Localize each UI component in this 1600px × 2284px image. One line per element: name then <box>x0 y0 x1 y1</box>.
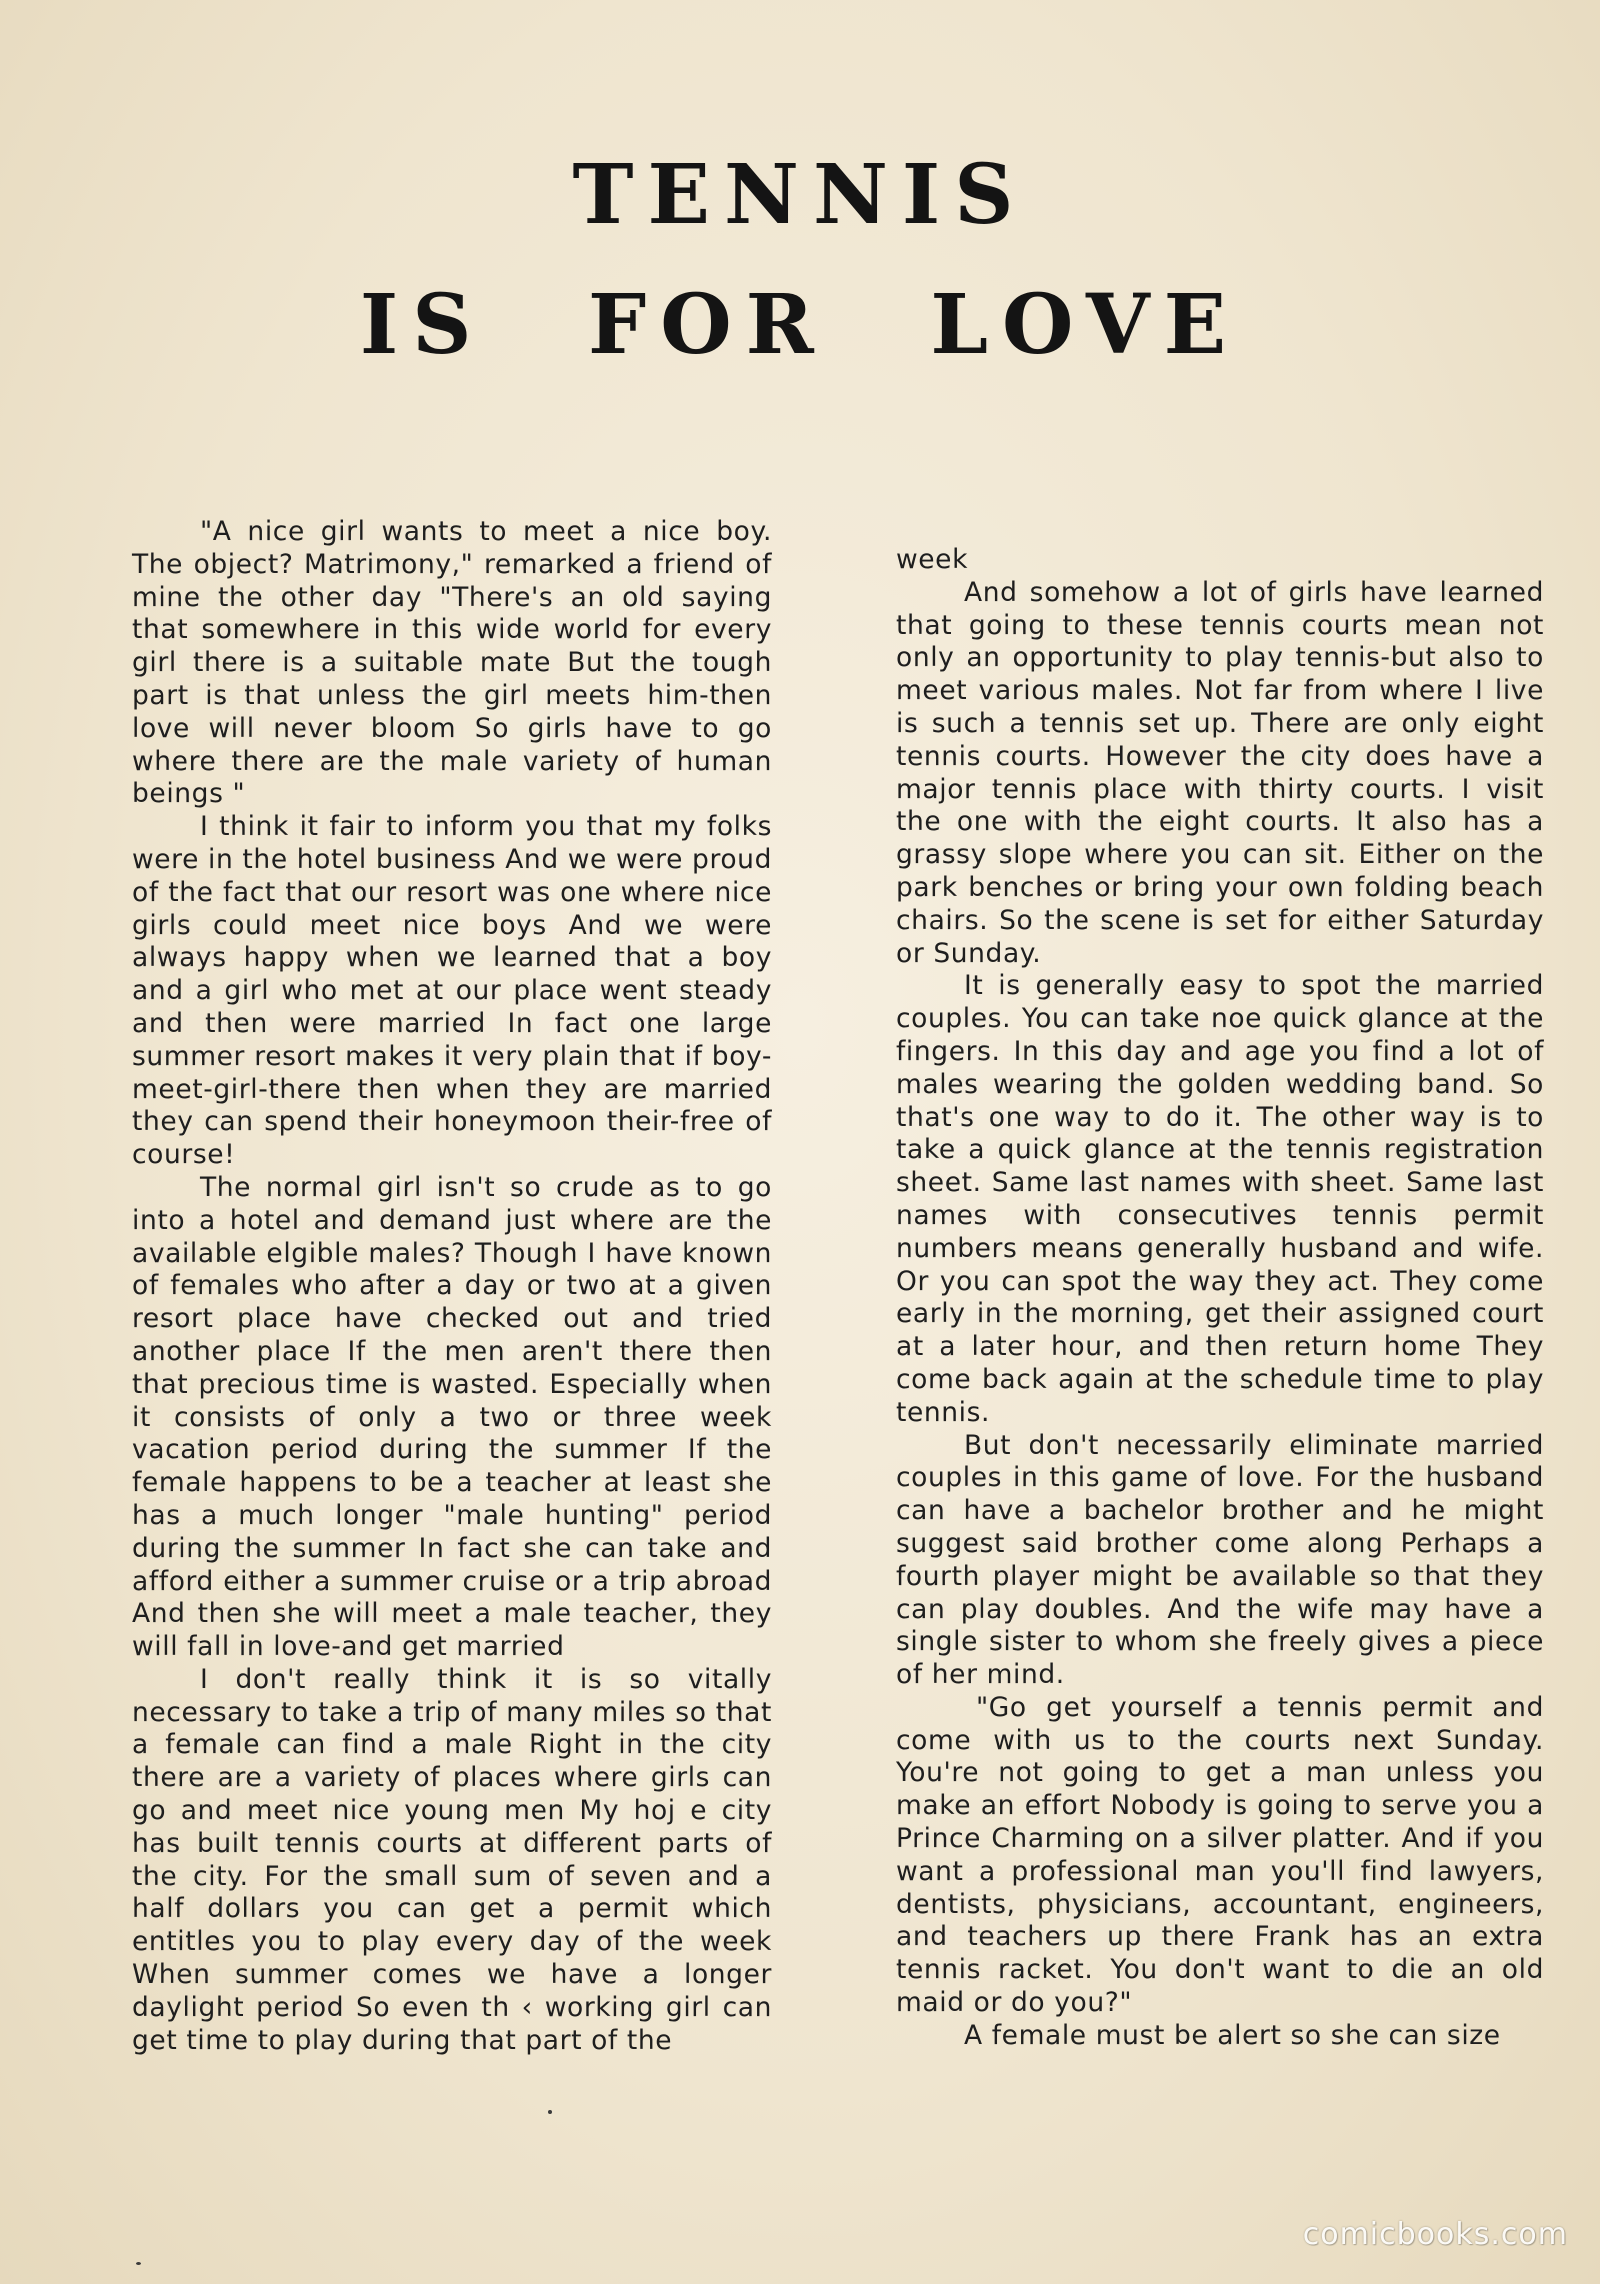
title-line-tennis: TENNIS <box>572 147 1028 243</box>
watermark: comicbooks.com <box>1302 2217 1568 2252</box>
article-column-left <box>132 516 772 2057</box>
article-column-right <box>896 544 1544 2053</box>
article-paragraph: "A nice girl wants to meet a nice boy. The object? Matrimony," remarked a friend of mine the other day "There's an old saying that somewhere in this wide world for every girl there is a suitable mate But the tough part is that unless the girl meets him-then love will never bloom So girls have to go where there are the male variety of human beings " <box>132 516 772 810</box>
article-paragraph-quote: "Go get yourself a tennis permit and come with us to the courts next Sunday. You're not going to get a man unless you make an effort Nobody is going to serve you a Prince Charming on a silver platter. And if you want a professional man you'll find lawyers, dentists, physicians, accountant, engineers, and teachers up there Frank has an extra tennis racket. You don't want to die an old maid or do you?" <box>896 1691 1544 2019</box>
article-paragraph-continuation: week <box>896 544 969 575</box>
article-paragraph: The normal girl isn't so crude as to go into a hotel and demand just where are the available elgible males? Though I have known of females who after a day or two at a given resort place have checked out and tried another place If the men aren't there then that precious time is wasted. Especially when it consists of only a two or three week vacation period during the summer If the female happens to be a teacher at least she has a much longer "male hunting" period during the summer In fact she can take and afford either a summer cruise or a trip abroad And then she will meet a male teacher, they will fall in love-and get married <box>132 1171 772 1663</box>
article-paragraph: And somehow a lot of girls have learned that going to these tennis courts mean not only an opportunity to play tennis-but also to meet various males. Not far from where I live is such a tennis set up. There are only eight tennis courts. However the city does have a major tennis place with thirty courts. I visit the one with the eight courts. It also has a grassy slope where you can sit. Either on the park benches or bring your own folding beach chairs. So the scene is set for either Saturday or Sunday. <box>896 576 1544 969</box>
article-paragraph: I think it fair to inform you that my folks were in the hotel business And we were proud of the fact that our resort was one where nice girls could meet nice boys And we were always happy when we learned that a boy and a girl who met at our place went steady and then were married In fact one large summer resort makes it very plain that if boy-meet-girl-there then when they are married they can spend their honeymoon their-free of course! <box>132 811 772 1171</box>
print-speck <box>548 2110 552 2114</box>
title-line-is-for-love: IS FOR LOVE <box>359 277 1241 373</box>
article-paragraph: But don't necessarily eliminate married couples in this game of love. For the husband can have a bachelor brother and he might suggest said brother come along Perhaps a fourth player might be available so that they can play doubles. And the wife may have a single sister to whom she freely gives a piece of her mind. <box>896 1429 1544 1691</box>
article-paragraph: It is generally easy to spot the married couples. You can take noe quick glance at the fingers. In this day and age you find a lot of males wearing the golden wedding band. So that's one way to do it. The other way is to take a quick glance at the tennis registration sheet. Same last names with sheet. Same last names with consecutives tennis permit numbers means generally husband and wife. Or you can spot the way they act. They come early in the morning, get their assigned court at a later hour, and then return home They come back again at the schedule time to play tennis. <box>896 970 1544 1428</box>
article-paragraph: I don't really think it is so vitally necessary to take a trip of many miles so that a female can find a male Right in the city there are a variety of places where girls can go and meet nice young men My hoj e city has built tennis courts at different parts of the city. For the small sum of seven and a half dollars you can get a permit which entitles you to play every day of the week When summer comes we have a longer daylight period So even th ‹ working girl can get time to play during that part of the <box>132 1663 772 2056</box>
print-speck <box>136 2262 141 2265</box>
article-paragraph: A female must be alert so she can size <box>964 2019 1501 2051</box>
